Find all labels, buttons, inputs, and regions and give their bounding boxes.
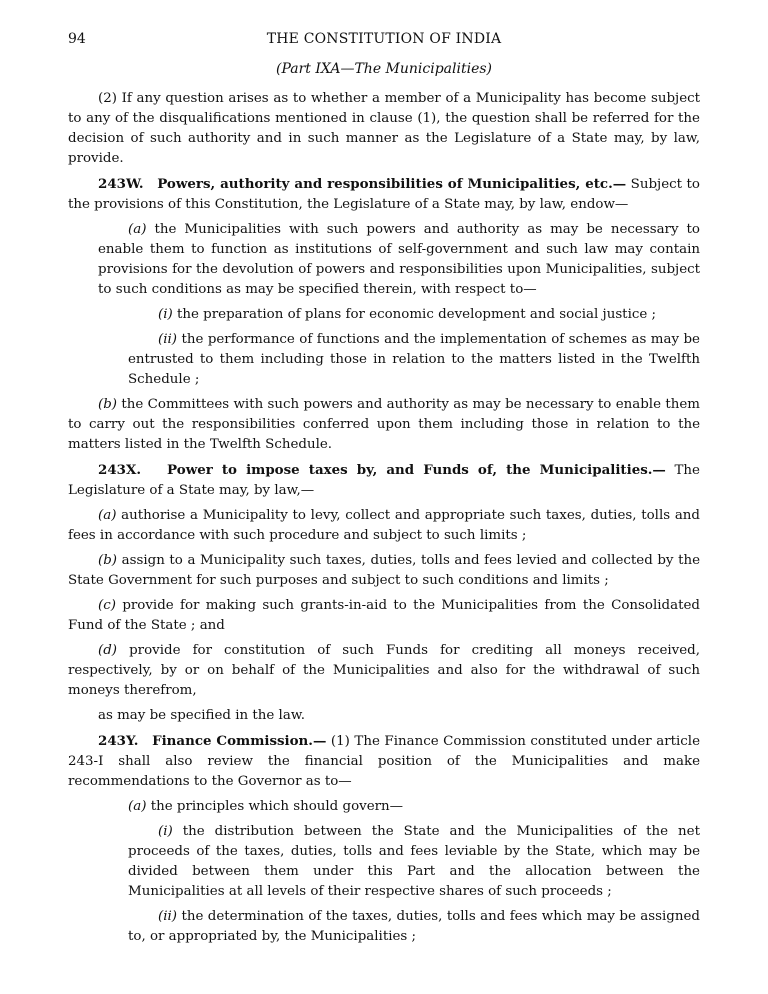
page-header — [68, 29, 700, 49]
part-heading: (Part IXA—The Municipalities) — [275, 61, 493, 77]
clause-marker: (d) — [98, 643, 118, 658]
section-number: 243Y. — [98, 733, 139, 749]
clause-text: provide for making such grants-in-aid to the Municipalities from the Consolidated Fund of the State ; and — [68, 598, 700, 633]
document-title: THE CONSTITUTION OF INDIA — [266, 31, 502, 47]
clause-text: assign to a Municipality such taxes, duties, tolls and fees levied and collected by the State Government for such purposes and subject to such conditions and limits ; — [68, 553, 700, 588]
clause-w-a — [68, 220, 700, 300]
section-number: 243W. — [98, 176, 144, 192]
subclause-text: the determination of the taxes, duties, tolls and fees which may be assigned to, or appropriated by, the Municipalities ; — [128, 909, 700, 944]
clause-marker: (a) — [128, 799, 147, 814]
section-text: The Legislature of a State may, by law,— — [68, 463, 700, 498]
subclause-text: the distribution between the State and the Municipalities of the net proceeds of the taxes, duties, tolls and fees leviable by the State, which may be divided between them under this Part and the allocation between the Municipalities at all levels of their respective shares of such proceeds ; — [128, 824, 700, 899]
clause-x-d — [68, 641, 700, 701]
clause-marker: (a) — [128, 222, 147, 237]
section-243y — [68, 731, 700, 792]
clause-y-a — [68, 797, 700, 817]
subclause-text: the performance of functions and the implementation of schemes as may be entrusted to them including those in relation to the matters listed in the Twelfth Schedule ; — [128, 332, 700, 387]
clause-x-b — [68, 551, 700, 591]
subclause-text: the preparation of plans for economic development and social justice ; — [177, 307, 657, 322]
clause-2-paragraph: (2) If any question arises as to whether a member of a Municipality has become subject to any of the disqualifications mentioned in clause (1), the question shall be referred for the decision of such authority and in such manner as the Legislature of a State may, by law, provide. — [68, 91, 700, 166]
section-243w — [68, 174, 700, 215]
clause-marker: (b) — [98, 397, 118, 412]
section-243x — [68, 460, 700, 501]
document-body — [68, 89, 700, 952]
section-heading: Power to impose taxes by, and Funds of, the Municipalities.— — [167, 462, 666, 478]
clause-text: the principles which should govern— — [150, 799, 404, 814]
subclause-marker: (ii) — [158, 332, 178, 347]
clause-x-tail: as may be specified in the law. — [98, 708, 305, 723]
subclause-w-a-i — [68, 305, 700, 325]
subclause-marker: (i) — [158, 307, 173, 322]
subclause-y-a-ii — [68, 907, 700, 947]
clause-w-b — [68, 395, 700, 455]
page-number: 94 — [68, 31, 86, 47]
section-number: 243X. — [98, 462, 142, 478]
section-text: Subject to the provisions of this Constitution, the Legislature of a State may, by law, endow— — [68, 177, 700, 212]
section-heading: Powers, authority and responsibilities of Municipalities, etc.— — [157, 176, 627, 192]
clause-marker: (a) — [98, 508, 117, 523]
clause-marker: (b) — [98, 553, 118, 568]
subclause-y-a-i — [68, 822, 700, 902]
section-heading: Finance Commission.— — [152, 733, 327, 749]
subclause-w-a-ii — [68, 330, 700, 390]
clause-marker: (c) — [98, 598, 116, 613]
subclause-marker: (i) — [158, 824, 173, 839]
clause-text: authorise a Municipality to levy, collect and appropriate such taxes, duties, tolls and fees in accordance with such procedure and subject to such limits ; — [68, 508, 700, 543]
clause-text: the Municipalities with such powers and authority as may be necessary to enable them to function as institutions of self-government and such law may contain provisions for the devolution of powers and responsibilities upon Municipalities, subject to such conditions as may be specified therein, with respect to— — [98, 222, 700, 297]
clause-text: provide for constitution of such Funds for crediting all moneys received, respectively, by or on behalf of the Municipalities and also for the withdrawal of such moneys therefrom, — [68, 643, 700, 698]
subclause-marker: (ii) — [158, 909, 178, 924]
clause-text: the Committees with such powers and authority as may be necessary to enable them to carry out the responsibilities conferred upon them including those in relation to the matters listed in the Twelfth Schedule. — [68, 397, 700, 452]
section-text: (1) The Finance Commission constituted under article 243-I shall also review the financial position of the Municipalities and make recommendations to the Governor as to— — [68, 734, 700, 789]
clause-x-c — [68, 596, 700, 636]
clause-x-a — [68, 506, 700, 546]
